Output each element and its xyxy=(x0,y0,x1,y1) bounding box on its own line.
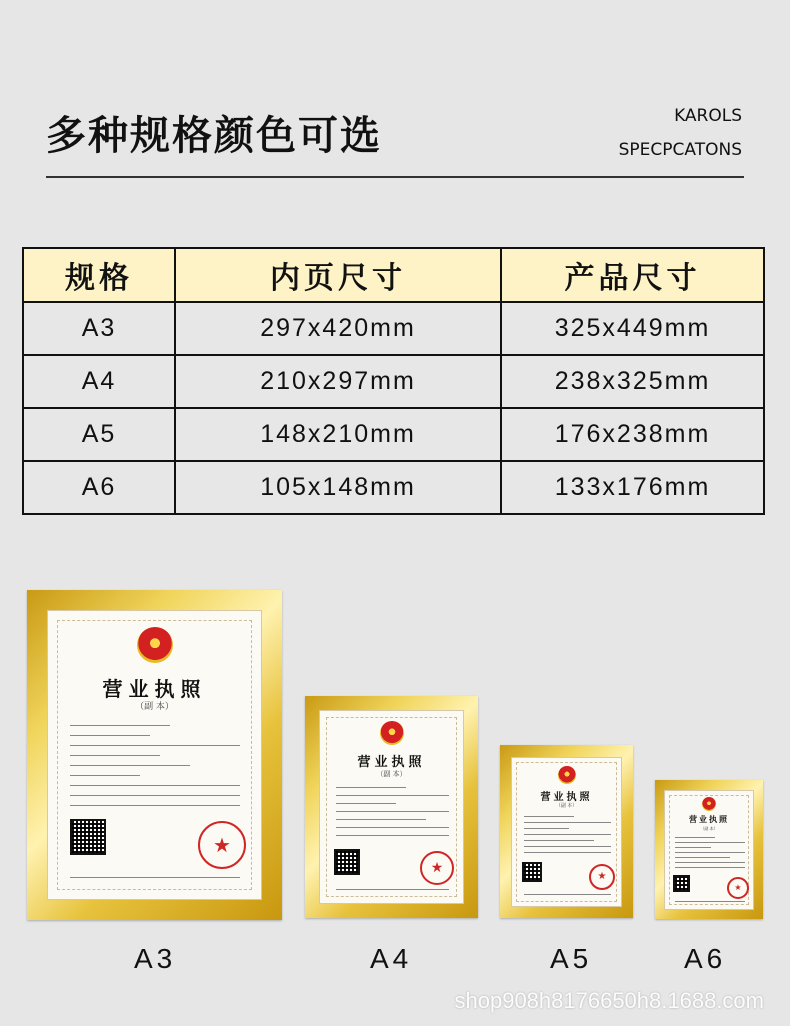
certificate-paper xyxy=(664,790,754,910)
cell-spec: A5 xyxy=(23,408,175,461)
text-line xyxy=(336,827,449,828)
table-row xyxy=(23,302,764,355)
qr-code-icon xyxy=(334,849,360,875)
document-subtitle: （副 本） xyxy=(135,702,174,712)
text-line xyxy=(70,725,170,726)
size-label-a6: A6 xyxy=(684,943,727,974)
text-line xyxy=(675,847,711,848)
document-subtitle: （副 本） xyxy=(376,770,407,778)
table-header-row xyxy=(23,248,764,302)
cell-spec: A4 xyxy=(23,355,175,408)
text-line xyxy=(336,803,396,804)
document-subtitle: （副 本） xyxy=(555,803,578,809)
header-divider xyxy=(46,176,744,178)
qr-code-icon xyxy=(70,819,106,855)
frame-a3 xyxy=(27,590,282,920)
text-line xyxy=(675,852,745,853)
text-line xyxy=(675,857,730,858)
page-title: 多种规格颜色可选 xyxy=(46,113,382,159)
national-emblem-icon xyxy=(702,797,716,811)
header-product-size: 产品尺寸 xyxy=(501,248,764,302)
size-label-a5: A5 xyxy=(550,943,593,974)
text-line xyxy=(336,795,449,796)
table-row xyxy=(23,355,764,408)
text-line xyxy=(70,877,240,878)
text-line xyxy=(336,835,449,836)
official-seal-icon: ★ xyxy=(420,851,454,885)
qr-code-icon xyxy=(522,862,542,882)
text-line xyxy=(70,795,240,796)
text-line xyxy=(675,862,745,863)
brand-name: KAROLS xyxy=(674,106,742,126)
text-line xyxy=(524,828,569,829)
frame-a5 xyxy=(500,745,633,918)
text-line xyxy=(70,785,240,786)
header-spec: 规格 xyxy=(23,248,175,302)
national-emblem-icon xyxy=(380,721,404,745)
text-line xyxy=(70,755,160,756)
frame-a6 xyxy=(655,780,763,919)
document-title: 营业执照 xyxy=(540,792,593,803)
cell-inner-size: 148x210mm xyxy=(175,408,501,461)
brand-subtitle: SPECPCATONS xyxy=(618,140,742,160)
shop-watermark: shop908h8176650h8.1688.com xyxy=(454,988,764,1013)
text-line xyxy=(524,846,611,847)
official-seal-icon: ★ xyxy=(589,864,615,890)
text-line xyxy=(675,842,745,843)
size-label-a4: A4 xyxy=(370,943,413,974)
text-line xyxy=(336,787,406,788)
document-subtitle: （副 本） xyxy=(700,826,718,831)
cell-product-size: 176x238mm xyxy=(501,408,764,461)
text-line xyxy=(524,834,611,835)
frame-a4 xyxy=(305,696,478,918)
text-line xyxy=(336,811,449,812)
national-emblem-icon xyxy=(558,766,576,784)
document-title: 营业执照 xyxy=(102,677,207,701)
text-line xyxy=(675,837,715,838)
cell-product-size: 133x176mm xyxy=(501,461,764,514)
cell-product-size: 325x449mm xyxy=(501,302,764,355)
text-line xyxy=(336,889,449,890)
official-seal-icon: ★ xyxy=(727,877,749,899)
text-line xyxy=(524,822,611,823)
text-line xyxy=(70,735,150,736)
header-inner-size: 内页尺寸 xyxy=(175,248,501,302)
text-line xyxy=(70,745,240,746)
text-line xyxy=(524,840,594,841)
cell-inner-size: 297x420mm xyxy=(175,302,501,355)
certificate-paper xyxy=(47,610,262,900)
document-title: 营业执照 xyxy=(357,755,426,770)
table-row xyxy=(23,408,764,461)
certificate-paper xyxy=(511,757,622,907)
spec-table xyxy=(22,247,765,515)
size-label-a3: A3 xyxy=(134,943,177,974)
official-seal-icon: ★ xyxy=(198,821,246,869)
text-line xyxy=(524,894,611,895)
text-line xyxy=(70,775,140,776)
national-emblem-icon xyxy=(137,627,173,663)
cell-inner-size: 105x148mm xyxy=(175,461,501,514)
text-line xyxy=(70,805,240,806)
text-line xyxy=(524,816,574,817)
cell-product-size: 238x325mm xyxy=(501,355,764,408)
qr-code-icon xyxy=(673,875,690,892)
text-line xyxy=(70,765,190,766)
table-row xyxy=(23,461,764,514)
text-line xyxy=(336,819,426,820)
text-line xyxy=(524,852,611,853)
cell-spec: A3 xyxy=(23,302,175,355)
certificate-paper xyxy=(319,710,464,904)
cell-spec: A6 xyxy=(23,461,175,514)
cell-inner-size: 210x297mm xyxy=(175,355,501,408)
document-title: 营业执照 xyxy=(689,815,729,824)
text-line xyxy=(675,867,745,868)
text-line xyxy=(675,901,745,902)
